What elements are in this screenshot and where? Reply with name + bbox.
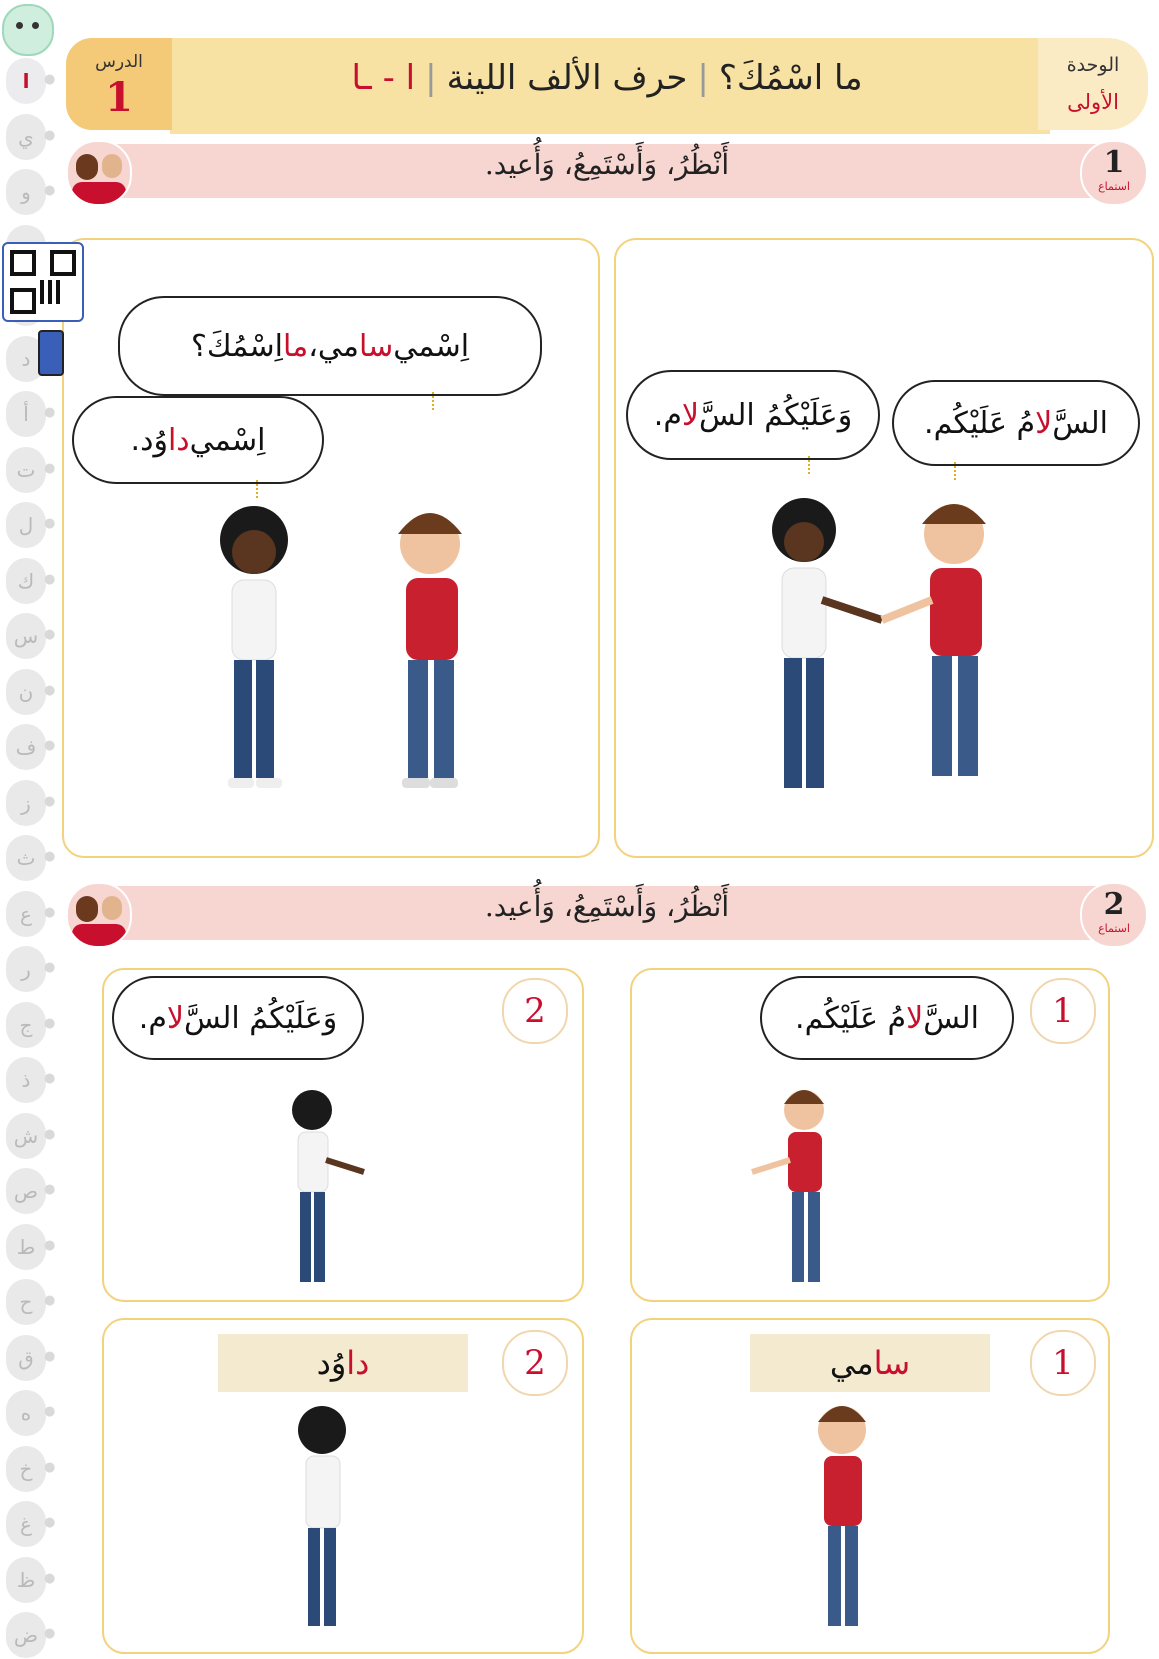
- bubble-text: مُ عَلَيْكُم.: [924, 405, 1036, 441]
- alphabet-letter-tab[interactable]: ش: [6, 1113, 46, 1159]
- phone-scan-icon: [38, 330, 64, 376]
- paw-print-icon: ●: [44, 460, 56, 476]
- lesson-number: 1: [105, 74, 133, 121]
- alphabet-letter-tab[interactable]: ر: [6, 946, 46, 992]
- section-1-label: استماع: [1098, 180, 1130, 193]
- paw-print-icon: ●: [44, 1015, 56, 1031]
- boy-sami-figure: [398, 513, 462, 788]
- title-main: ما اسْمُكَ؟: [718, 58, 863, 98]
- card-illustrations: [102, 1080, 1106, 1650]
- section-1-instruction: أَنْظُرُ، وَأَسْتَمِعُ، وَأُعيد.: [484, 148, 730, 181]
- paw-print-icon: ●: [44, 183, 56, 198]
- lesson-label: الدرس: [95, 52, 143, 72]
- lesson-title: ما اسْمُكَ؟|حرف الألف اللينة|ا - ـا: [351, 58, 863, 98]
- bubble-highlight: لا: [166, 1000, 185, 1036]
- paw-print-icon: ●: [44, 1459, 56, 1475]
- alphabet-letter-tab[interactable]: ع: [6, 891, 46, 937]
- bubble-highlight: لا: [681, 397, 700, 433]
- bubble-highlight: سا: [358, 328, 394, 364]
- bubble-text: مُ عَلَيْكُم.: [795, 1000, 907, 1036]
- alphabet-letter-tab[interactable]: ث: [6, 835, 46, 881]
- card-sami-reaching-figure: [752, 1090, 824, 1282]
- bubble-text: وُد.: [130, 422, 168, 458]
- alphabet-letter-tab[interactable]: د: [6, 336, 46, 382]
- name-highlight: دا: [346, 1344, 370, 1382]
- paw-print-icon: ●: [44, 904, 56, 920]
- alphabet-letter-tab[interactable]: ظ: [6, 1557, 46, 1603]
- alphabet-letter-tab[interactable]: ج: [6, 1002, 46, 1048]
- bubble-text: م.: [138, 1000, 167, 1036]
- bubble-highlight: ما: [282, 328, 309, 364]
- name-highlight: سا: [873, 1344, 911, 1382]
- alphabet-letter-tab[interactable]: غ: [6, 1501, 46, 1547]
- paw-print-icon: ●: [44, 627, 56, 642]
- title-letter-name: حرف الألف اللينة: [446, 58, 688, 98]
- alphabet-letter-tab[interactable]: ص: [6, 1168, 46, 1214]
- alphabet-letter-tab[interactable]: ن: [6, 669, 46, 715]
- boy-dawud-figure: [220, 506, 288, 788]
- card-dawud-standing-figure: [298, 1406, 346, 1626]
- name-text: مي: [829, 1344, 874, 1382]
- section-2-digit: 2: [1103, 887, 1125, 922]
- lesson-badge: [66, 38, 172, 130]
- alphabet-letter-tab[interactable]: و: [6, 169, 46, 215]
- paw-print-icon: ●: [44, 405, 56, 420]
- section-1-number: [1080, 140, 1148, 206]
- alphabet-letter-tab[interactable]: أ: [6, 391, 46, 437]
- qr-code-icon[interactable]: [2, 242, 84, 322]
- speech-bubble-card-reply: [112, 976, 364, 1060]
- bubble-text: اِسْمي: [393, 328, 470, 364]
- section-2-label: استماع: [1098, 922, 1130, 935]
- section-1-digit: 1: [1103, 145, 1125, 180]
- paw-print-icon: ●: [44, 960, 56, 975]
- paw-print-icon: ●: [44, 1237, 56, 1253]
- bubble-text: وَعَلَيْكُمُ السَّ: [699, 397, 853, 433]
- unit-name: الأولى: [1067, 90, 1119, 114]
- children-talking-icon: [66, 140, 132, 206]
- paw-print-icon: ●: [44, 1570, 56, 1586]
- bubble-text: اِسْمُكَ؟: [190, 328, 283, 364]
- alphabet-letter-tab[interactable]: ق: [6, 1335, 46, 1381]
- section-2-instruction: أَنْظُرُ، وَأَسْتَمِعُ، وَأُعيد.: [484, 890, 730, 923]
- alphabet-letter-tab[interactable]: ض: [6, 1612, 46, 1658]
- alphabet-letter-tab[interactable]: خ: [6, 1446, 46, 1492]
- paw-print-icon: ●: [44, 1293, 56, 1308]
- paw-print-icon: ●: [44, 1071, 56, 1086]
- mascot-icon: [2, 4, 54, 56]
- card-dawud-reaching-figure: [292, 1090, 364, 1282]
- bubble-text: السَّ: [923, 1000, 979, 1036]
- alphabet-letter-tab[interactable]: ه: [6, 1390, 46, 1436]
- unit-label: الوحدة: [1066, 54, 1120, 76]
- paw-print-icon: ●: [44, 1182, 56, 1197]
- alphabet-letter-tab[interactable]: ح: [6, 1279, 46, 1325]
- bubble-text: وَعَلَيْكُمُ السَّ: [184, 1000, 338, 1036]
- bubble-tail: [432, 392, 436, 410]
- title-letter-forms: ا - ـا: [351, 58, 416, 98]
- alphabet-letter-tab[interactable]: ي: [6, 114, 46, 160]
- alphabet-letter-tab[interactable]: ذ: [6, 1057, 46, 1103]
- paw-print-icon: ●: [44, 1515, 56, 1530]
- alphabet-letter-tab[interactable]: ت: [6, 447, 46, 493]
- paw-print-icon: ●: [44, 738, 56, 753]
- boy-sami-handshake-figure: [882, 504, 986, 776]
- bubble-highlight: لا: [1035, 405, 1053, 441]
- section-2-number: [1080, 882, 1148, 948]
- card-number-badge: 1: [1030, 978, 1096, 1044]
- speech-bubble-card-greeting: [760, 976, 1014, 1060]
- speech-bubble-sami-question: [118, 296, 542, 396]
- bubble-text: السَّ: [1052, 405, 1108, 441]
- paw-print-icon: ●: [44, 1126, 56, 1142]
- paw-print-icon: ●: [44, 571, 56, 587]
- paw-print-icon: ●: [44, 127, 56, 143]
- children-talking-icon: [66, 882, 132, 948]
- boy-dawud-handshake-figure: [772, 498, 882, 788]
- paw-print-icon: ●: [44, 849, 56, 864]
- section-1-bar: [66, 140, 1148, 202]
- alphabet-letter-tab[interactable]: ط: [6, 1224, 46, 1270]
- name-text: وُد: [316, 1344, 347, 1382]
- alphabet-letter-tab[interactable]: ا: [6, 58, 46, 104]
- bubble-tail: [954, 462, 958, 480]
- card-number-badge: 2: [502, 1330, 568, 1396]
- alphabet-letter-tab[interactable]: ف: [6, 724, 46, 770]
- paw-print-icon: ●: [44, 1404, 56, 1419]
- lesson-header: [66, 38, 1148, 134]
- unit-badge: [1038, 38, 1148, 130]
- bubble-text: م.: [653, 397, 682, 433]
- card-number-badge: 1: [1030, 1330, 1096, 1396]
- card-sami-standing-figure: [818, 1406, 866, 1626]
- speech-bubble-sami-greeting: [892, 380, 1140, 466]
- paw-print-icon: ●: [44, 516, 56, 531]
- bubble-text: مي،: [308, 328, 359, 364]
- scene-illustrations: [62, 490, 1150, 850]
- paw-print-icon: ●: [44, 682, 56, 698]
- bubble-highlight: لا: [906, 1000, 924, 1036]
- card-number-badge: 2: [502, 978, 568, 1044]
- alphabet-letter-tab[interactable]: س: [6, 613, 46, 659]
- alphabet-letter-tab[interactable]: ل: [6, 502, 46, 548]
- paw-print-icon: ●: [44, 1348, 56, 1364]
- paw-print-icon: ●: [44, 72, 56, 87]
- speech-bubble-dawud-reply: [626, 370, 880, 460]
- section-2-bar: [66, 882, 1148, 944]
- bubble-highlight: دا: [167, 422, 190, 458]
- alphabet-letter-tab[interactable]: ز: [6, 780, 46, 826]
- speech-bubble-dawud-answer: [72, 396, 324, 484]
- paw-print-icon: ●: [44, 1626, 56, 1641]
- paw-print-icon: ●: [44, 793, 56, 809]
- bubble-tail: [808, 456, 812, 474]
- bubble-text: اِسْمي: [189, 422, 266, 458]
- alphabet-letter-tab[interactable]: ك: [6, 558, 46, 604]
